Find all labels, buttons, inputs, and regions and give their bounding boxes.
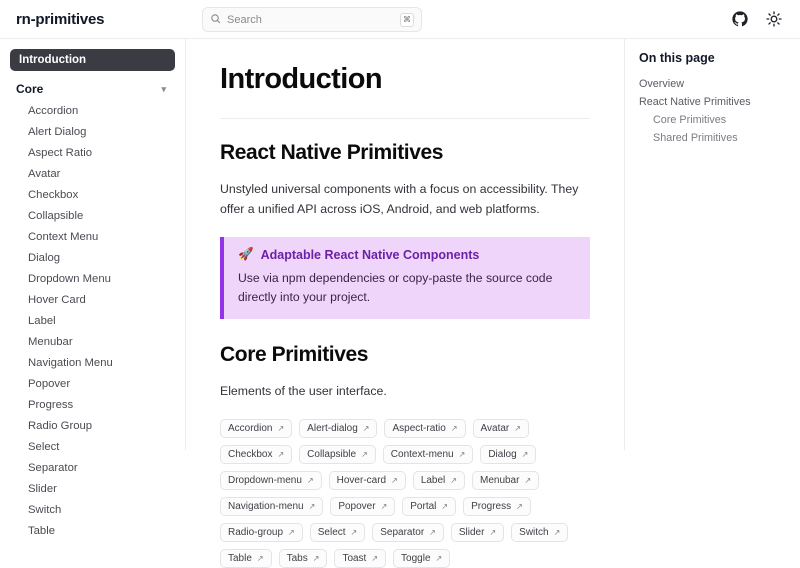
- page-body: [0, 39, 800, 564]
- chip-label: Aspect-ratio: [392, 423, 446, 434]
- chip-label: Hover-card: [336, 475, 387, 486]
- toc-title: On this page: [639, 51, 715, 65]
- chip-label: Slider: [458, 527, 485, 538]
- chip-label: Dialog: [488, 449, 517, 460]
- sidebar-item-checkbox[interactable]: Checkbox: [28, 189, 79, 201]
- sidebar-item-label[interactable]: Label: [28, 315, 56, 327]
- search-placeholder: Search: [227, 13, 262, 26]
- sidebar-item-dropdown-menu[interactable]: Dropdown Menu: [28, 273, 111, 285]
- sidebar-item-switch[interactable]: Switch: [28, 504, 62, 516]
- chip-label: Alert-dialog: [307, 423, 358, 434]
- chip-label: Navigation-menu: [228, 501, 304, 512]
- sidebar-item-select[interactable]: Select: [28, 441, 60, 453]
- chip-avatar[interactable]: [473, 419, 529, 438]
- chip-context-menu[interactable]: [383, 445, 474, 464]
- brand-title: rn-primitives: [16, 10, 105, 28]
- sidebar-item-list: [10, 101, 175, 542]
- sidebar-item-table[interactable]: Table: [28, 525, 56, 537]
- external-link-icon: ↗: [524, 475, 532, 485]
- intro-paragraph: Unstyled universal components with a focus on accessibility. They offer a unified API across iOS, Android, and web platforms.: [220, 182, 579, 216]
- external-link-icon: ↗: [391, 475, 398, 485]
- chip-checkbox[interactable]: [220, 445, 292, 464]
- chevron-down-icon: ▾: [161, 83, 166, 94]
- sidebar-item-collapsible[interactable]: Collapsible: [28, 210, 84, 222]
- external-link-icon: ↗: [450, 423, 458, 433]
- sidebar-group-label: Core: [16, 82, 44, 96]
- chip-label: Menubar: [479, 475, 520, 486]
- sidebar-item-navigation-menu[interactable]: Navigation Menu: [28, 357, 113, 369]
- header-actions: [730, 9, 784, 29]
- chip-aspect-ratio[interactable]: [384, 419, 465, 438]
- chip-label: Portal: [410, 501, 437, 512]
- sidebar-group-core[interactable]: [10, 80, 175, 98]
- chip-label: Context-menu: [390, 449, 454, 460]
- chip-radio-group[interactable]: [220, 523, 303, 542]
- external-link-icon: ↗: [308, 501, 316, 511]
- external-link-icon: ↗: [380, 501, 388, 511]
- search-shortcut-key: ⌘: [400, 13, 414, 27]
- sidebar-item-accordion[interactable]: Accordion: [28, 105, 79, 117]
- sidebar-item-aspect-ratio[interactable]: Aspect Ratio: [28, 147, 93, 159]
- external-link-icon: ↗: [516, 501, 523, 511]
- chip-label: Radio-group: [228, 527, 284, 538]
- chip-label: Toast: [342, 553, 367, 564]
- external-link-icon: ↗: [429, 527, 436, 537]
- sidebar-item-dialog[interactable]: Dialog: [28, 252, 61, 264]
- chip-label: Table: [228, 553, 252, 564]
- chip-label: Switch: [519, 527, 549, 538]
- chip-select[interactable]: [310, 523, 366, 542]
- sidebar-item-hover-card[interactable]: Hover Card: [28, 294, 86, 306]
- callout-title: Adaptable React Native Components: [260, 247, 480, 262]
- chip-toggle[interactable]: [393, 549, 450, 568]
- chip-label: Tabs: [286, 553, 308, 564]
- core-paragraph: Elements of the user interface.: [220, 384, 387, 398]
- sidebar-item-popover[interactable]: Popover: [28, 378, 71, 390]
- sidebar-item-slider[interactable]: Slider: [28, 483, 57, 495]
- toc-item-overview[interactable]: Overview: [639, 78, 684, 90]
- sidebar-nav: [0, 39, 186, 537]
- external-link-icon: ↗: [435, 553, 443, 563]
- chip-label: Collapsible: [307, 449, 357, 460]
- chip-collapsible[interactable]: [299, 445, 376, 464]
- external-link-icon: ↗: [441, 501, 449, 511]
- callout-title-row: [238, 247, 576, 262]
- toc-item-core-primitives[interactable]: Core Primitives: [653, 114, 727, 126]
- sidebar-item-separator[interactable]: Separator: [28, 462, 78, 474]
- external-link-icon: ↗: [553, 527, 561, 537]
- chip-label[interactable]: [413, 471, 465, 490]
- external-link-icon: ↗: [450, 475, 457, 485]
- chip-toast[interactable]: [334, 549, 386, 568]
- title-divider: [220, 118, 590, 119]
- search-input[interactable]: [202, 7, 422, 32]
- external-link-icon: ↗: [489, 527, 497, 537]
- callout-body: Use via npm dependencies or copy-paste the source code directly into your project.: [238, 271, 553, 304]
- sidebar-item-alert-dialog[interactable]: Alert Dialog: [28, 126, 87, 138]
- chip-portal[interactable]: [402, 497, 456, 516]
- sidebar-item-avatar[interactable]: Avatar: [28, 168, 61, 180]
- chip-label: Avatar: [480, 423, 510, 434]
- external-link-icon: ↗: [312, 553, 320, 563]
- sidebar-item-introduction[interactable]: Introduction: [10, 49, 175, 71]
- chip-dropdown-menu[interactable]: [220, 471, 322, 490]
- sidebar-item-radio-group[interactable]: Radio Group: [28, 420, 93, 432]
- external-link-icon: ↗: [256, 553, 264, 563]
- external-link-icon: ↗: [277, 423, 285, 433]
- chip-dialog[interactable]: [480, 445, 536, 464]
- callout-box: [220, 237, 590, 319]
- chip-label: Separator: [380, 527, 425, 538]
- chip-alert-dialog[interactable]: [299, 419, 377, 438]
- external-link-icon: ↗: [458, 449, 466, 459]
- chip-popover[interactable]: [330, 497, 395, 516]
- external-link-icon: ↗: [514, 423, 521, 433]
- external-link-icon: ↗: [277, 449, 285, 459]
- toc-item-shared-primitives[interactable]: Shared Primitives: [653, 132, 738, 144]
- chip-label: Select: [317, 527, 346, 538]
- external-link-icon: ↗: [361, 449, 368, 459]
- chip-navigation-menu[interactable]: [220, 497, 323, 516]
- sidebar-item-context-menu[interactable]: Context Menu: [28, 231, 99, 243]
- chip-label: Toggle: [401, 553, 431, 564]
- external-link-icon: ↗: [521, 449, 529, 459]
- chip-table[interactable]: [220, 549, 272, 568]
- external-link-icon: ↗: [350, 527, 358, 537]
- page-title: Introduction: [220, 63, 382, 95]
- primitive-chip-list: [220, 419, 590, 568]
- section-heading-react-native-primitives: React Native Primitives: [220, 141, 444, 164]
- chip-tabs[interactable]: [279, 549, 328, 568]
- section-heading-core-primitives: Core Primitives: [220, 343, 369, 366]
- chip-label: Checkbox: [228, 449, 273, 460]
- top-header: [0, 0, 800, 39]
- table-of-contents: [624, 39, 800, 450]
- chip-menubar[interactable]: [472, 471, 539, 490]
- toc-item-react-native-primitives[interactable]: React Native Primitives: [639, 96, 751, 108]
- chip-label: Progress: [471, 501, 512, 512]
- toc-item-list: [639, 75, 788, 147]
- sun-icon[interactable]: [764, 9, 784, 29]
- sidebar-item-progress[interactable]: Progress: [28, 399, 74, 411]
- chip-label: Popover: [338, 501, 376, 512]
- chip-label: Accordion: [228, 423, 273, 434]
- sidebar-item-menubar[interactable]: Menubar: [28, 336, 73, 348]
- chip-hover-card[interactable]: [329, 471, 406, 490]
- main-content: [186, 39, 624, 564]
- chip-switch[interactable]: [511, 523, 568, 542]
- chip-label: Label: [420, 475, 446, 486]
- chip-slider[interactable]: [451, 523, 504, 542]
- chip-accordion[interactable]: [220, 419, 292, 438]
- external-link-icon: ↗: [362, 423, 370, 433]
- external-link-icon: ↗: [288, 527, 295, 537]
- external-link-icon: ↗: [306, 475, 314, 485]
- chip-progress[interactable]: [463, 497, 531, 516]
- chip-separator[interactable]: [372, 523, 444, 542]
- search-icon: [210, 11, 221, 29]
- rocket-icon: 🚀: [238, 247, 254, 261]
- external-link-icon: ↗: [371, 553, 379, 563]
- chip-label: Dropdown-menu: [228, 475, 302, 486]
- github-icon[interactable]: [730, 9, 750, 29]
